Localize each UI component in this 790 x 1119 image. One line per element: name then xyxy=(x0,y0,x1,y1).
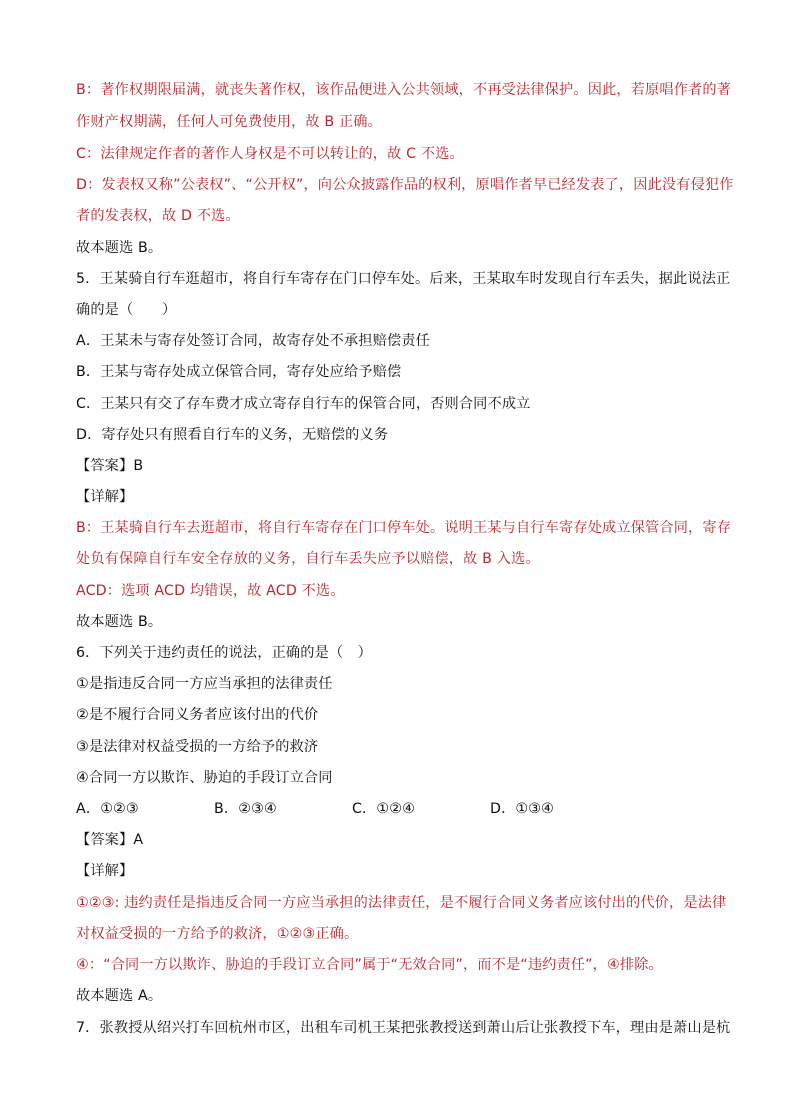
q6-stem: 6．下列关于违约责任的说法，正确的是（ ） xyxy=(76,645,372,661)
q4-explanation-b-line2: 作财产权期满，任何人可免费使用，故 B 正确。 xyxy=(76,114,382,130)
q6-conclusion: 故本题选 A。 xyxy=(76,988,163,1004)
q5-explanation-line2: 处负有保障自行车安全存放的义务，自行车丢失应予以赔偿，故 B 入选。 xyxy=(76,551,540,567)
q4-explanation-d-line1: D：发表权又称”公表权”、“公开权”，向公众披露作品的权利，原唱作者早已经发表了，因此没有侵犯作 xyxy=(76,177,734,193)
q5-option-c: C．王某只有交了存车费才成立寄存自行车的保管合同，否则合同不成立 xyxy=(76,396,531,412)
q6-item-3: ③是法律对权益受损的一方给予的救济 xyxy=(76,739,319,755)
q5-explanation-line3: ACD：选项 ACD 均错误，故 ACD 不选。 xyxy=(76,583,345,599)
q6-option-b: B．②③④ xyxy=(214,801,277,817)
q6-option-c: C．①②④ xyxy=(352,801,416,817)
q6-item-4: ④合同一方以欺诈、胁迫的手段订立合同 xyxy=(76,770,333,786)
q6-explanation-line1: ①②③: 违约责任是指违反合同一方应当承担的法律责任，是不履行合同义务者应该付出的代价，是法律 xyxy=(76,895,727,911)
q5-stem-line1: 5．王某骑自行车逛超市，将自行车寄存在门口停车处。后来，王某取车时发现自行车丢失，据此说法正 xyxy=(76,271,731,287)
q5-option-a: A．王某未与寄存处签订合同，故寄存处不承担赔偿责任 xyxy=(76,333,430,349)
q6-answer: 【答案】A xyxy=(76,832,144,848)
q4-explanation-c: C：法律规定作者的著作人身权是不可以转让的，故 C 不选。 xyxy=(76,146,464,162)
q5-option-d: D．寄存处只有照看自行车的义务，无赔偿的义务 xyxy=(76,427,389,443)
q5-option-b: B．王某与寄存处成立保管合同，寄存处应给予赔偿 xyxy=(76,364,402,380)
q6-explanation-line3: ④：“合同一方以欺诈、胁迫的手段订立合同”属于“无效合同”，而不是“违约责任”，④排除。 xyxy=(76,957,663,973)
q6-option-a: A．①②③ xyxy=(76,801,139,817)
q5-answer: 【答案】B xyxy=(76,458,144,474)
q7-stem-line1: 7．张教授从绍兴打车回杭州市区，出租车司机王某把张教授送到萧山后让张教授下车，理由是萧山是杭 xyxy=(76,1020,731,1036)
q4-conclusion: 故本题选 B。 xyxy=(76,240,163,256)
q5-stem-line2: 确的是（ ） xyxy=(76,302,177,318)
q5-detail-label: 【详解】 xyxy=(76,489,134,505)
q6-detail-label: 【详解】 xyxy=(76,863,134,879)
q4-explanation-d-line2: 者的发表权，故 D 不选。 xyxy=(76,208,240,224)
q5-explanation-line1: B：王某骑自行车去逛超市，将自行车寄存在门口停车处。说明王某与自行车寄存处成立保管合同，寄存 xyxy=(76,520,732,536)
q6-item-1: ①是指违反合同一方应当承担的法律责任 xyxy=(76,676,333,692)
q6-item-2: ②是不履行合同义务者应该付出的代价 xyxy=(76,707,319,723)
q6-explanation-line2: 对权益受损的一方给予的救济，①②③正确。 xyxy=(76,926,359,942)
q6-option-d: D．①③④ xyxy=(490,801,555,817)
q5-conclusion: 故本题选 B。 xyxy=(76,614,163,630)
q4-explanation-b-line1: B：著作权期限届满，就丧失著作权，该作品便进入公共领域，不再受法律保护。因此，若原唱作者的著 xyxy=(76,82,732,98)
